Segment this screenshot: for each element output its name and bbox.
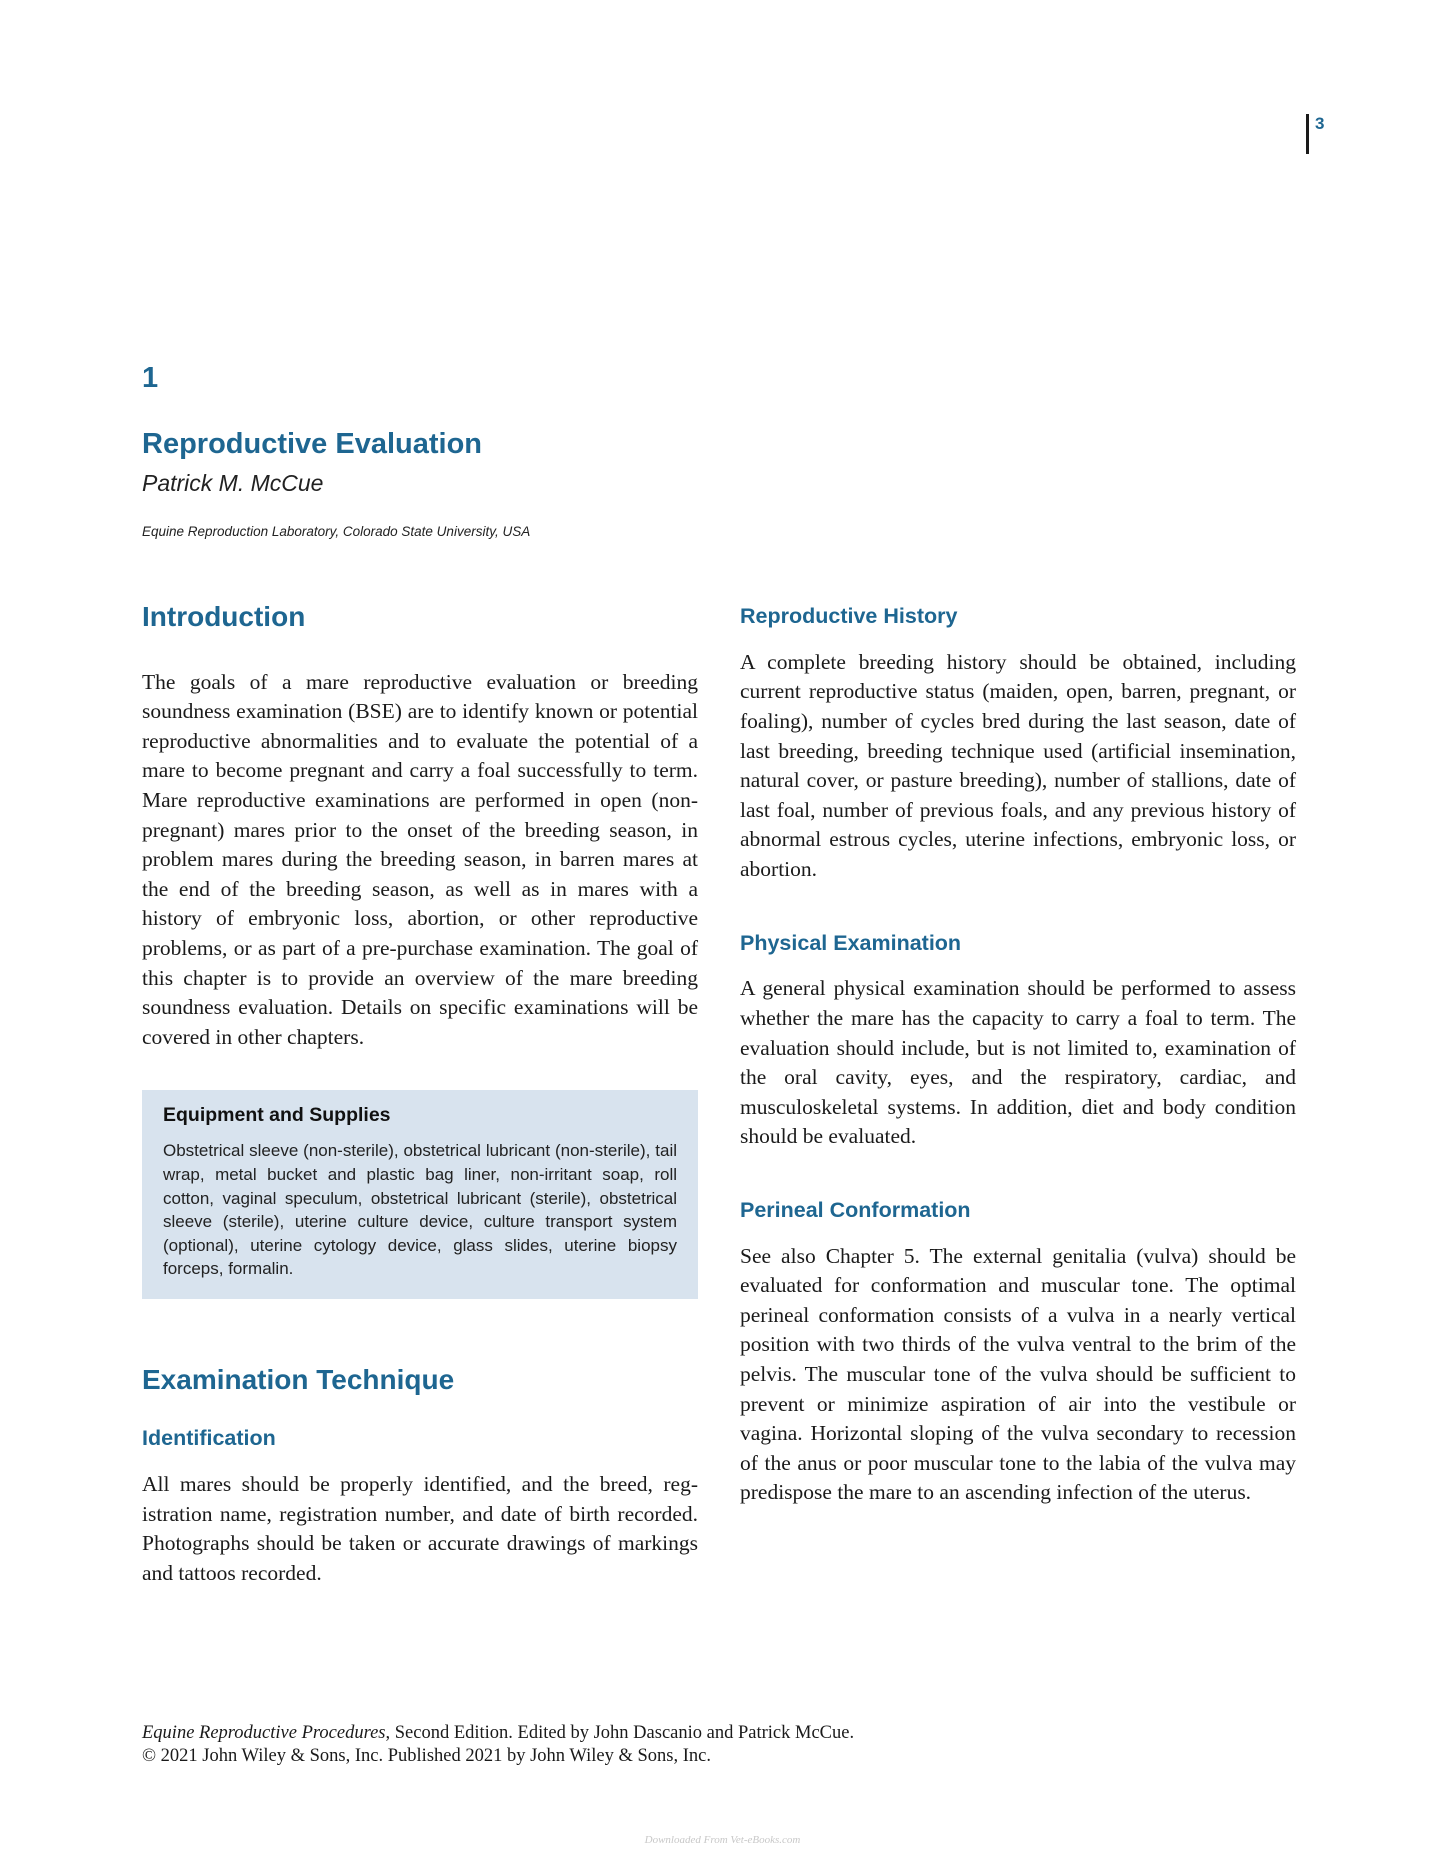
left-column xyxy=(142,600,698,1589)
chapter-title: Reproductive Evaluation xyxy=(142,428,483,460)
introduction-text: The goals of a mare reproductive evaluation or breeding soundness examination (BSE) are to identify known or potential reproductive abnormalities and to evaluate the potential of a mare to become pregnant and carry a foal successfully to term. Mare reproductive examinations are performed in open (non-pregnant) mares prior to the onset of the breeding season, in problem mares during the breeding season, in barren mares at the end of the breeding season, as well as in mares with a history of embryonic loss, abortion, or other reproductive problems, or as part of a pre-purchase examination. The goal of this chapter is to provide an overview of the mare breeding soundness evaluation. Details on specific examinations will be covered in other chapters. xyxy=(142,669,698,1049)
identification-heading: Identification xyxy=(142,1426,276,1451)
page-footer xyxy=(142,1722,854,1768)
equipment-box-text: Obstetrical sleeve (non-sterile), obstetrical lubricant (non-sterile), tail wrap, metal bucket and plastic bag liner, non-irritant soap, roll cotton, vaginal speculum, obstetrical lubricant (sterile), obstetrical sleeve (sterile), uterine culture device, culture transport system (optional), uterine cytology device, glass slides, uterine biopsy forceps, formalin. xyxy=(163,1141,677,1279)
introduction-heading: Introduction xyxy=(142,601,306,632)
equipment-box xyxy=(142,1090,698,1299)
footer-edition: , Second Edition. Edited by John Dascanio and Patrick McCue. xyxy=(385,1723,855,1743)
footer-copyright: © 2021 John Wiley & Sons, Inc. Published 2021 by John Wiley & Sons, Inc. xyxy=(142,1746,711,1766)
right-column xyxy=(740,604,1296,1508)
page-number: 3 xyxy=(1306,114,1324,154)
physical-examination-heading: Physical Examination xyxy=(740,930,962,955)
reproductive-history-text: A complete breeding history should be obtained, including current reproductive status (maiden, open, barren, pregnant, or foaling), number of cycles bred during the last season, date of last breeding, breeding technique used (artificial insemination, natural cover, or pasture breeding), number of stallions, date of last foal, number of previous foals, and any previous history of abnormal estrous cycles, uterine infections, embryonic loss, or abortion. xyxy=(740,649,1296,881)
identification-text: All mares should be properly identified, and the breed, registration name, registration number, and date of birth recorded. Photographs should be taken or accurate drawings of markings and tattoos recorded. xyxy=(142,1472,698,1586)
perineal-conformation-heading: Perineal Conformation xyxy=(740,1197,971,1222)
physical-examination-text: A general physical examination should be performed to assess whether the mare has the capacity to carry a foal to term. The evaluation should include, but is not limited to, examination of the oral cavity, eyes, and the respiratory, cardiac, and musculoskeletal systems. In addition, diet and body condition should be evaluated. xyxy=(740,976,1296,1149)
equipment-box-title: Equipment and Supplies xyxy=(163,1104,391,1127)
author-affiliation: Equine Reproduction Laboratory, Colorado State University, USA xyxy=(142,524,531,539)
perineal-conformation-text: See also Chapter 5. The external genitalia (vulva) should be evaluated for conformation and muscular tone. The optimal perineal conformation consists of a vulva in a nearly vertical position with two thirds of the vulva ventral to the brim of the pelvis. The muscular tone of the vulva should be sufficient to prevent or minimize aspiration of air into the vestibule or vagina. Horizontal sloping of the vulva secondary to recession of the anus or poor muscular tone to the labia of the vulva may predispose the mare to an ascending infection of the uterus. xyxy=(740,1243,1296,1505)
examination-technique-heading: Examination Technique xyxy=(142,1363,455,1395)
footer-book-title: Equine Reproductive Procedures xyxy=(142,1723,386,1743)
footer-citation xyxy=(142,1722,854,1745)
chapter-number: 1 xyxy=(142,362,159,394)
chapter-author: Patrick M. McCue xyxy=(142,470,324,496)
reproductive-history-heading: Reproductive History xyxy=(740,604,958,628)
watermark: Downloaded From Vet-eBooks.com xyxy=(644,1834,801,1846)
